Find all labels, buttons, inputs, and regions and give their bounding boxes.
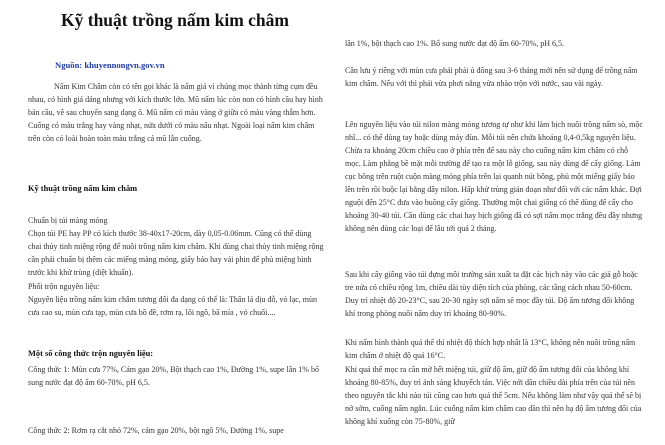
prep-heading: Chuẩn bị túi màng mỏng xyxy=(28,216,108,225)
mix-paragraph: Nguyên liệu trồng nấm kim châm tương đối đa dạng có thể là: Thân lá dịu đỗ, vỏ lạc, mùn cưa cao su, mùn cưa tạp, mùn cưa bồ đề, rơm rạ, lõi ngô, bã mía , vỏ chuối.... xyxy=(28,295,318,317)
right-paragraph-6: Khi quả thể mọc ra cần mở hết miệng túi, giữ độ ẩm, giữ độ ẩm tương đối của không khí khoảng 80-85%, duy trì ánh sáng khuyếch tán. Việc nới dần chiều dài phía trên của túi nên theo nguyên tắc khi nào túi cũng cao hơn quả thể 5cm. Nếu không làm như vậy quả thể sẽ bị nở sớm, cuống nấm ngắn. Lúc cuống nấm kim châm cao dần thì nên hạ độ ẩm tương đối của không khí xuống còn 75-80%, giữ xyxy=(345,365,642,426)
section-heading-techniques: Kỹ thuật trồng nấm kim châm xyxy=(28,184,138,193)
page-title: Kỹ thuật trồng nấm kim châm xyxy=(61,10,289,30)
right-paragraph-5: Khi nấm hình thành quả thể thì nhiệt độ thích hợp nhất là 13°C, không nên nuôi trồng nấm kim châm ở nhiệt độ quá 16°C. xyxy=(345,338,636,360)
right-paragraph-1: lân 1%, bột thạch cao 1%. Bổ sung nước đạt độ ẩm 60-70%, pH 6,5. xyxy=(345,39,564,48)
formula-2: Công thức 2: Rơm rạ cắt nhỏ 72%, cám gạo 20%, bột ngô 5%, Đường 1%, supe xyxy=(28,426,284,435)
source-link[interactable]: Nguồn: khuyennongvn.gov.vn xyxy=(55,60,165,70)
right-paragraph-2: Cần lưu ý riêng với mùn cưa phải phải ủ đống sau 3-6 tháng mới nên sử dụng để trồng nấm kim châm. Nếu với thì phải vừa phơi nắng vừa nhào trộn với nước, sau vài ngày. xyxy=(345,66,638,88)
prep-paragraph: Chọn túi PE hay PP có kích thước 38-40x17-20cm, dày 0,05-0.06mm. Cũng có thể dùng chai thủy tinh miệng rộng để nuôi trồng nấm kim châm. Khi dùng chai thủy tinh miệng rộng cần phải chuẩn bị thêm các miếng màng mỏng, giấy báo hay vải phin để phủ miệng bình trước khi khử trùng (diệt khuẩn). xyxy=(28,229,324,277)
right-paragraph-3: Lên nguyên liệu vào túi nilon màng mỏng tương tự như khi làm bịch nuôi trồng nấm sò, mộc nhĩ... có thể dùng tay hoặc dùng máy đùn. Mỗi túi nên chứa khoảng 0,4-0,5kg nguyên liệu. Chừa ra khoảng 20cm chiều cao ở phía trên để sau này cho cuống nấm kim châm có chỗ mọc. Làm phẳng bề mặt mỗi trường để tạo ra một lỗ giống, sau này dùng để cấy giống. Làm cục bông trên ruột cuộn màng mỏng phía trên lại quanh nút bông, phủ một miếng giấy báo lên trên rồi buộc lại bằng dây nilon. Hấp khử trùng giản đoạn như đối với các nấm khác. Đợi nguội đến 25°C đưa vào buồng cấy giống. Thường một chai giống có thể dùng để cấy cho khoảng 30-40 túi. Cần dùng các chai hay bịch giống đã có sợi nấm mọc trắng đều đầy nhưng không nên dùng các loại để lâu tới quá 2 tháng. xyxy=(345,120,643,233)
intro-paragraph: Nấm Kim Châm còn có tên gọi khác là nấm giá vì chúng mọc thành từng cụm đều nhau, có hình giá dáng nhưng với kích thước lớn. Mũ nấm lúc còn non có hình cầu hay hình bán cầu, về sau chuyển sang dạng ô. Mũ nấm có màu vàng ở giữa có màu vàng thẫm hơn. Cuống có màu trắng hay vàng nhạt, nửa dưới có màu nâu nhạt. Ngoài loại nấm kim châm trên còn có loài hoàn toàn màu trắng cả mũ lẫn cuống. xyxy=(28,82,323,143)
formula-1: Công thức 1: Mùn cưa 77%, Cám gạo 20%, Bột thạch cao 1%, Đường 1%, supe lân 1% bổ sung nước đạt độ ẩm 60-70%, pH 6,5. xyxy=(28,365,319,387)
mix-heading: Phối trộn nguyên liệu: xyxy=(28,282,100,291)
right-paragraph-4: Sau khi cấy giống vào túi đựng môi trường sản xuất ta đặt các bịch này vào các giá gỗ hoặc tre nứa có chiều rộng 1m, chiều dài tùy diện tích của phòng, các tầng cách nhau 50-60cm. Duy trì nhiệt độ 20-23°C, sau 20-30 ngày sợi nấm sẽ mọc đầy túi. Độ ẩm tương đối không khí trong phòng nuôi nấm duy trì khoảng 80-90%. xyxy=(345,270,638,318)
formula-heading: Một số công thức trộn nguyên liệu: xyxy=(28,349,154,358)
